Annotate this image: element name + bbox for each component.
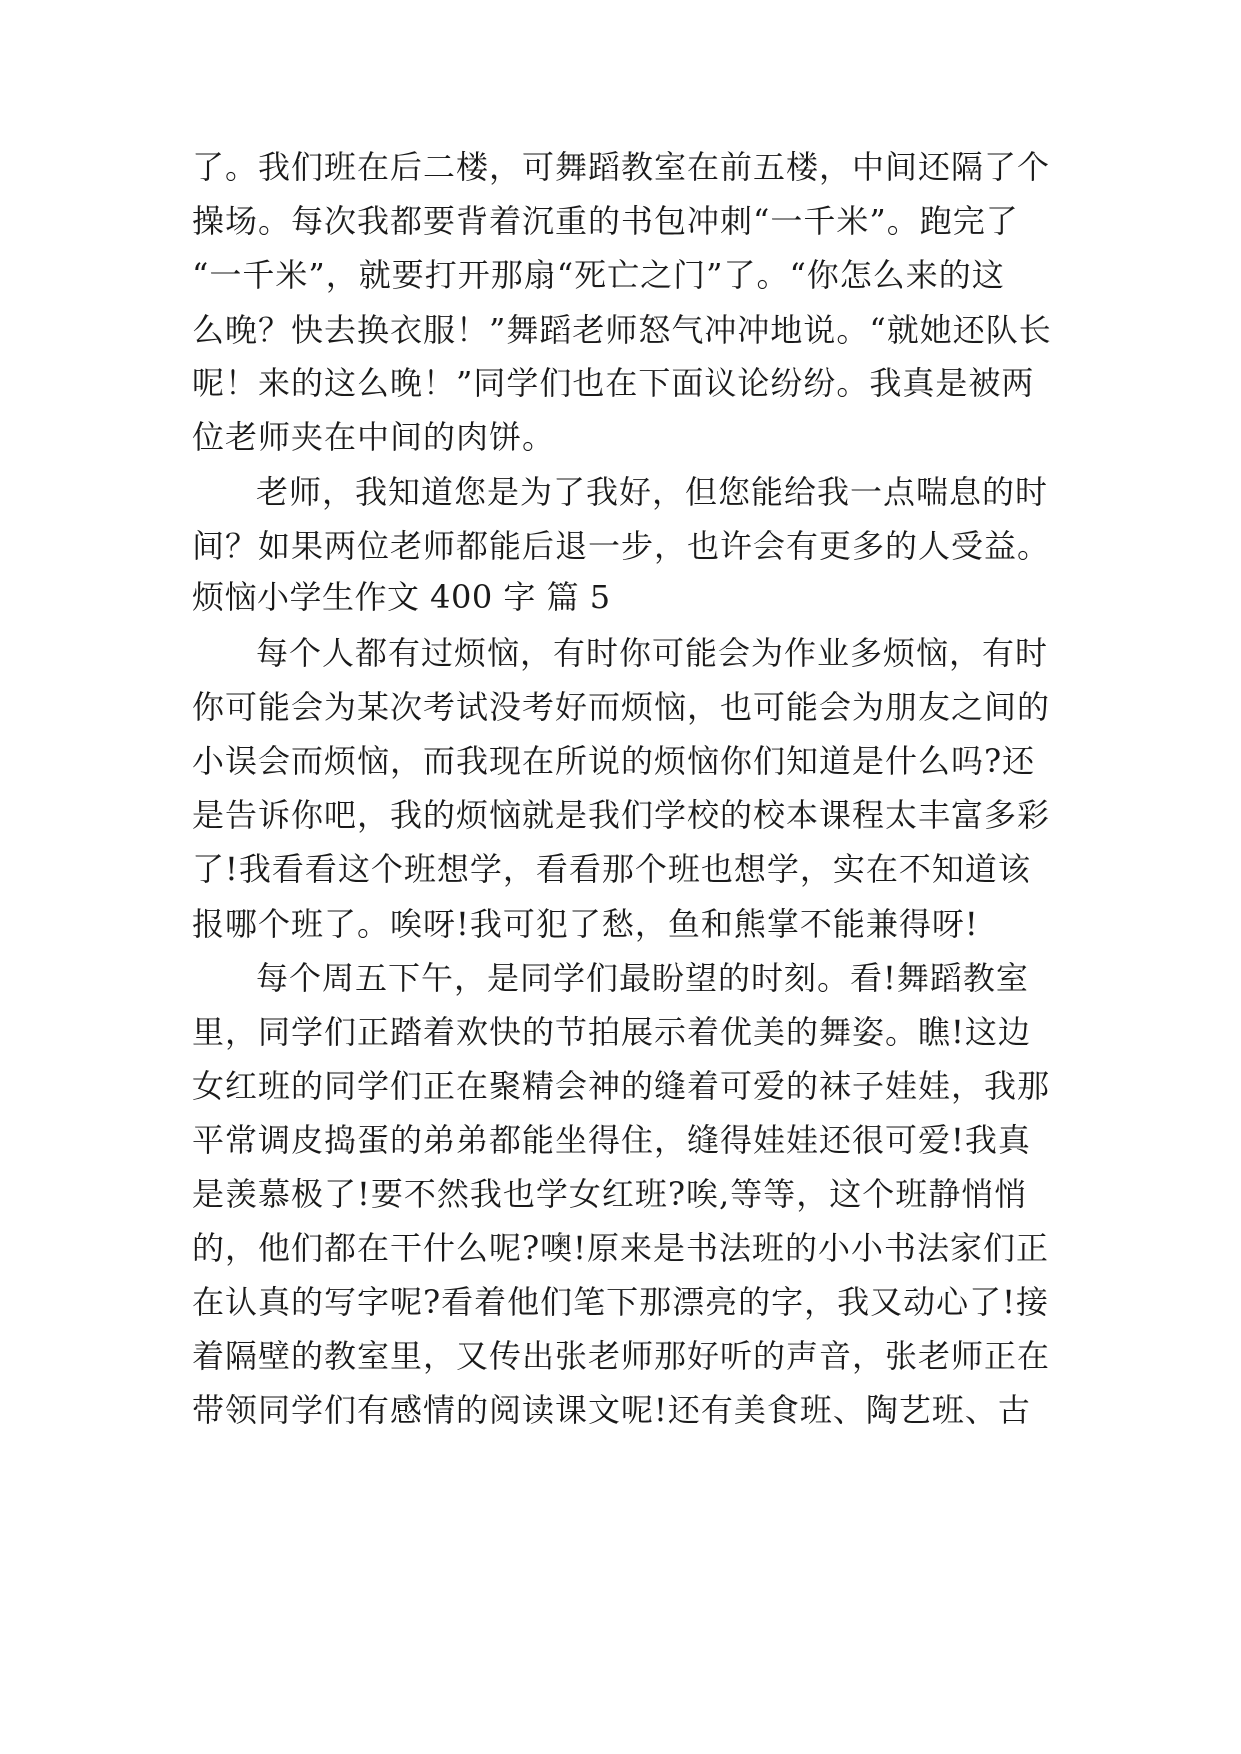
text-line: 着隔壁的教室里，又传出张老师那好听的声音，张老师正在 [192, 1337, 1051, 1375]
text-line: 了!我看看这个班想学，看看那个班也想学，实在不知道该 [192, 850, 1031, 888]
paragraph-first-line: 每个人都有过烦恼，有时你可能会为作业多烦恼，有时 [256, 634, 1049, 672]
text-line: 位老师夹在中间的肉饼。 [192, 418, 556, 456]
text-line: 平常调皮捣蛋的弟弟都能坐得住，缝得娃娃还很可爱!我真 [192, 1121, 1031, 1159]
text-line: 了。我们班在后二楼，可舞蹈教室在前五楼，中间还隔了个 [192, 148, 1051, 186]
text-line: 带领同学们有感情的阅读课文呢!还有美食班、陶艺班、古 [192, 1391, 1031, 1429]
text-line: 是告诉你吧，我的烦恼就是我们学校的校本课程太丰富多彩 [192, 796, 1051, 834]
text-line: 间？如果两位老师都能后退一步，也许会有更多的人受益。 [192, 527, 1051, 565]
text-line: 么晚？快去换衣服！”舞蹈老师怒气冲冲地说。“就她还队长 [192, 311, 1052, 349]
text-line: 在认真的写字呢?看着他们笔下那漂亮的字，我又动心了!接 [192, 1283, 1050, 1321]
text-line: 呢！来的这么晚！”同学们也在下面议论纷纷。我真是被两 [192, 364, 1035, 402]
text-line: 报哪个班了。唉呀!我可犯了愁，鱼和熊掌不能兼得呀! [192, 905, 979, 943]
text-line: “一千米”，就要打开那扇“死亡之门”了。“你怎么来的这 [192, 256, 1005, 294]
text-line: 里，同学们正踏着欢快的节拍展示着优美的舞姿。瞧!这边 [192, 1013, 1031, 1051]
text-line: 是羡慕极了!要不然我也学女红班?唉,等等，这个班静悄悄 [192, 1175, 1028, 1213]
text-line: 的，他们都在干什么呢?噢!原来是书法班的小小书法家们正 [192, 1229, 1050, 1267]
paragraph-first-line: 老师，我知道您是为了我好，但您能给我一点喘息的时 [256, 473, 1049, 511]
text-line: 你可能会为某次考试没考好而烦恼，也可能会为朋友之间的 [192, 688, 1051, 726]
text-line: 女红班的同学们正在聚精会神的缝着可爱的袜子娃娃，我那 [192, 1067, 1051, 1105]
section-heading: 烦恼小学生作文 400 字 篇 5 [192, 578, 611, 616]
text-line: 操场。每次我都要背着沉重的书包冲刺“一千米”。跑完了 [192, 202, 1019, 240]
paragraph-first-line: 每个周五下午，是同学们最盼望的时刻。看!舞蹈教室 [256, 959, 1029, 997]
text-line: 小误会而烦恼，而我现在所说的烦恼你们知道是什么吗?还 [192, 742, 1036, 780]
